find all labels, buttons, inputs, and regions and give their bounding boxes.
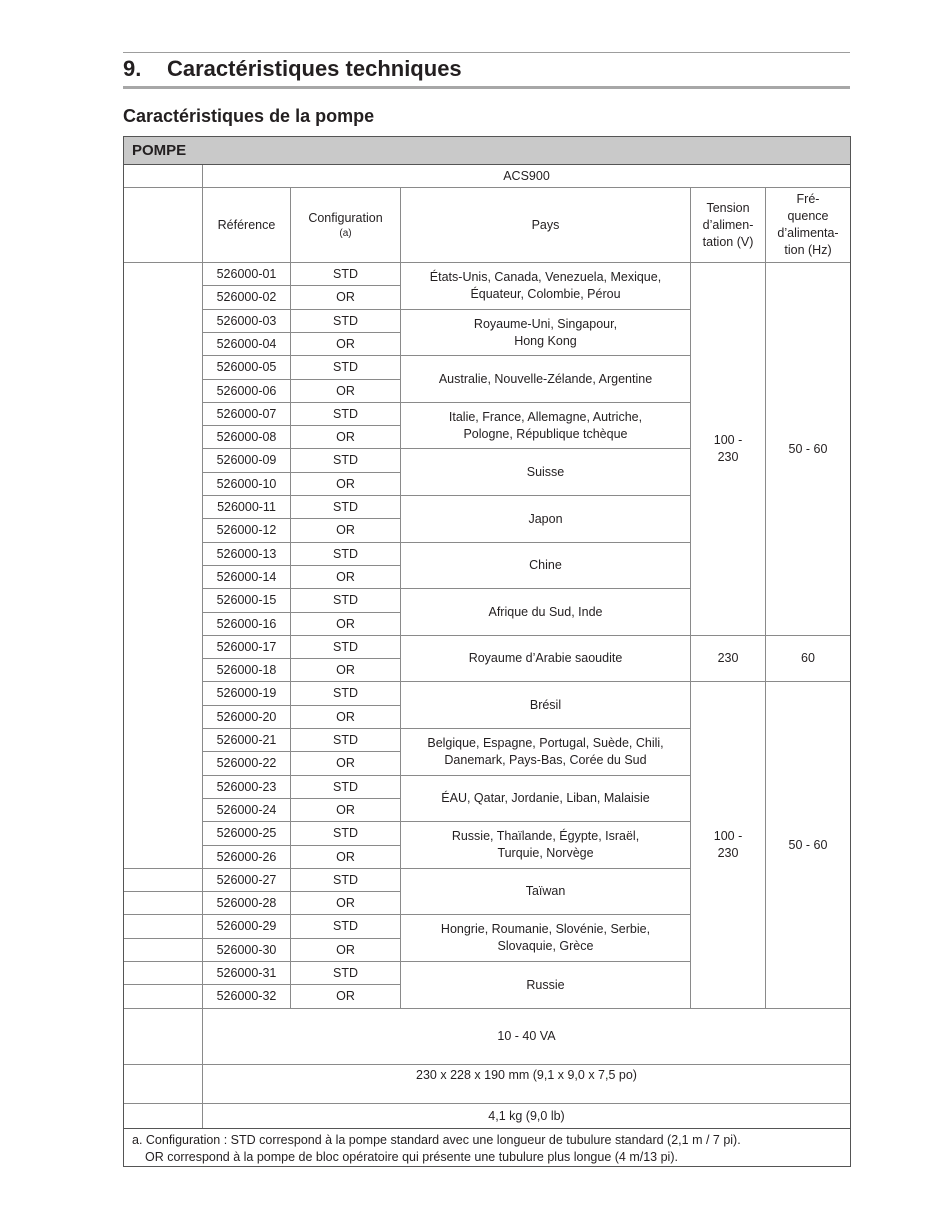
voltage-line: 230 [717, 651, 739, 665]
reference-text: 526000-24 [216, 802, 277, 817]
country-line: Russie, Thaïlande, Égypte, Israël, [451, 829, 640, 843]
configuration-cell [291, 613, 401, 636]
configuration-cell [291, 706, 401, 729]
voltage-line: 230 [717, 450, 739, 464]
configuration-text: OR [336, 383, 355, 398]
country-line: Australie, Nouvelle-Zélande, Argentine [438, 371, 653, 386]
frequency-line: 60 [801, 651, 815, 665]
configuration-cell [291, 426, 401, 449]
frequency-cell [766, 636, 850, 682]
configuration-text: OR [336, 569, 355, 584]
footnote-line-2: OR correspond à la pompe de bloc opératoire qui présente une tubulure plus longue (4 m/13 pi). [145, 1150, 678, 1164]
configuration-cell [291, 496, 401, 519]
frequency-line: 50 - 60 [788, 837, 828, 852]
country-cell [401, 449, 691, 496]
chapter-heading [123, 56, 462, 82]
chapter-title: Caractéristiques techniques [167, 56, 462, 81]
configuration-text: STD [333, 779, 358, 794]
header-configuration [291, 188, 401, 263]
configuration-text: OR [336, 523, 355, 537]
reference-cell [203, 496, 291, 519]
reference-text: 526000-01 [216, 266, 277, 281]
reference-text: 526000-08 [216, 429, 277, 444]
configuration-text: STD [333, 965, 358, 980]
label-cell [124, 915, 203, 939]
reference-text: 526000-29 [216, 919, 277, 933]
reference-cell [203, 403, 291, 426]
country-line: Slovaquie, Grèce [497, 939, 594, 953]
reference-text: 526000-26 [216, 849, 277, 864]
label-cell [124, 939, 203, 962]
reference-cell [203, 682, 291, 706]
top-rule [123, 52, 850, 53]
country-line: Turquie, Norvège [497, 846, 594, 860]
configuration-text: OR [336, 336, 355, 351]
configuration-cell [291, 799, 401, 822]
model-name [203, 165, 850, 188]
country-cell [401, 356, 691, 403]
reference-cell [203, 310, 291, 333]
configuration-cell [291, 543, 401, 566]
country-cell [401, 869, 691, 915]
reference-cell [203, 566, 291, 589]
header-configuration-note: (a) [339, 228, 352, 239]
header-configuration-text: Configuration [308, 211, 383, 225]
voltage-cell [691, 263, 766, 636]
configuration-text: STD [333, 686, 358, 700]
reference-text: 526000-06 [216, 383, 277, 398]
reference-text: 526000-32 [216, 989, 277, 1003]
reference-text: 526000-25 [216, 826, 277, 840]
configuration-cell [291, 473, 401, 496]
country-line: Hongrie, Roumanie, Slovénie, Serbie, [440, 922, 651, 936]
reference-text: 526000-05 [216, 360, 277, 374]
pump-specs-table [123, 136, 851, 1167]
header-frequence-line: tion (Hz) [784, 243, 832, 257]
reference-cell [203, 589, 291, 613]
country-line: Danemark, Pays-Bas, Corée du Sud [444, 753, 647, 767]
configuration-text: OR [336, 662, 355, 677]
weight-text: 4,1 kg (9,0 lb) [488, 1108, 565, 1123]
header-frequence-line: Fré- [796, 192, 820, 206]
label-cell [124, 165, 203, 188]
country-line: Belgique, Espagne, Portugal, Suède, Chili, [427, 736, 664, 750]
label-cell [124, 892, 203, 915]
reference-cell [203, 543, 291, 566]
configuration-cell [291, 333, 401, 356]
country-line: États-Unis, Canada, Venezuela, Mexique, [429, 270, 662, 284]
country-cell [401, 682, 691, 729]
country-line: Afrique du Sud, Inde [488, 604, 603, 619]
configuration-text: OR [336, 476, 355, 491]
reference-cell [203, 752, 291, 776]
reference-text: 526000-04 [216, 336, 277, 351]
configuration-cell [291, 939, 401, 962]
reference-cell [203, 706, 291, 729]
label-cell [124, 1065, 203, 1104]
configuration-cell [291, 752, 401, 776]
country-cell [401, 822, 691, 869]
country-line: Royaume d’Arabie saoudite [468, 651, 623, 665]
configuration-cell [291, 636, 401, 659]
weight-cell [203, 1104, 850, 1128]
reference-text: 526000-17 [216, 639, 277, 654]
country-cell [401, 915, 691, 962]
reference-cell [203, 939, 291, 962]
configuration-cell [291, 310, 401, 333]
footnote-line-1: a. Configuration : STD correspond à la pompe standard avec une longueur de tubulure standard (2,1 m / 7 pi). [132, 1133, 741, 1147]
table-footnote [124, 1128, 850, 1166]
header-frequence-line: quence [787, 209, 829, 223]
configuration-cell [291, 682, 401, 706]
label-cell [124, 1009, 203, 1065]
country-cell [401, 543, 691, 589]
configuration-text: STD [333, 406, 358, 421]
configuration-text: OR [336, 709, 355, 724]
country-line: Chine [529, 558, 562, 572]
label-cell [124, 188, 203, 263]
configuration-cell [291, 729, 401, 752]
configuration-cell [291, 846, 401, 869]
configuration-text: STD [333, 546, 358, 561]
country-line: ÉAU, Qatar, Jordanie, Liban, Malaisie [441, 791, 650, 805]
section-title: Caractéristiques de la pompe [123, 106, 375, 126]
configuration-cell [291, 263, 401, 286]
reference-cell [203, 962, 291, 985]
reference-cell [203, 915, 291, 939]
country-line: Royaume-Uni, Singapour, [473, 316, 618, 331]
configuration-cell [291, 892, 401, 915]
heading-rule [123, 86, 850, 89]
reference-text: 526000-02 [216, 290, 277, 304]
header-reference-text: Référence [217, 217, 276, 232]
frequency-line: 50 - 60 [788, 441, 828, 456]
reference-cell [203, 263, 291, 286]
header-tension [691, 188, 766, 263]
configuration-text: STD [333, 639, 358, 654]
frequency-cell [766, 682, 850, 1009]
power-text: 10 - 40 VA [497, 1029, 556, 1043]
configuration-text: OR [336, 429, 355, 444]
reference-text: 526000-10 [216, 476, 277, 491]
reference-text: 526000-13 [216, 546, 277, 561]
configuration-text: STD [333, 872, 358, 887]
country-cell [401, 589, 691, 636]
configuration-cell [291, 519, 401, 543]
voltage-cell [691, 682, 766, 1009]
configuration-text: OR [336, 895, 355, 910]
reference-text: 526000-09 [216, 453, 277, 467]
header-frequence [766, 188, 850, 263]
configuration-cell [291, 356, 401, 380]
reference-cell [203, 286, 291, 310]
country-line: Russie [526, 977, 565, 992]
header-tension-line: Tension [706, 200, 750, 215]
reference-cell [203, 356, 291, 380]
reference-text: 526000-19 [216, 686, 277, 700]
voltage-line: 230 [717, 846, 739, 860]
country-line: Brésil [529, 697, 562, 712]
label-cell [124, 869, 203, 892]
reference-text: 526000-16 [216, 616, 277, 631]
configuration-cell [291, 659, 401, 682]
reference-text: 526000-15 [216, 593, 277, 607]
reference-cell [203, 380, 291, 403]
model-text: ACS900 [503, 168, 550, 183]
configuration-text: OR [336, 756, 355, 770]
country-line: Pologne, République tchèque [463, 426, 628, 441]
reference-cell [203, 613, 291, 636]
reference-cell [203, 473, 291, 496]
reference-text: 526000-21 [216, 732, 277, 747]
reference-cell [203, 426, 291, 449]
configuration-cell [291, 869, 401, 892]
country-line: Hong Kong [514, 333, 577, 348]
voltage-line: 100 - [713, 829, 743, 843]
configuration-cell [291, 449, 401, 473]
country-cell [401, 496, 691, 543]
reference-text: 526000-30 [216, 942, 277, 957]
configuration-cell [291, 589, 401, 613]
dimensions-text: 230 x 228 x 190 mm (9,1 x 9,0 x 7,5 po) [416, 1068, 637, 1082]
country-line: Japon [528, 511, 563, 526]
header-pays [401, 188, 691, 263]
configuration-text: OR [336, 290, 355, 304]
reference-cell [203, 869, 291, 892]
label-cell [124, 962, 203, 985]
header-reference [203, 188, 291, 263]
reference-text: 526000-27 [216, 872, 277, 887]
reference-cell [203, 333, 291, 356]
configuration-cell [291, 915, 401, 939]
label-cell [124, 263, 203, 869]
frequency-cell [766, 263, 850, 636]
label-cell [124, 1104, 203, 1128]
configuration-cell [291, 776, 401, 799]
configuration-cell [291, 403, 401, 426]
voltage-cell [691, 636, 766, 682]
configuration-text: STD [333, 313, 358, 328]
reference-cell [203, 729, 291, 752]
configuration-text: STD [333, 499, 358, 514]
configuration-cell [291, 566, 401, 589]
country-cell [401, 776, 691, 822]
reference-cell [203, 892, 291, 915]
configuration-text: OR [336, 849, 355, 864]
configuration-text: OR [336, 802, 355, 817]
power-cell [203, 1009, 850, 1065]
reference-cell [203, 846, 291, 869]
configuration-text: OR [336, 942, 355, 957]
header-pays-text: Pays [531, 217, 560, 232]
configuration-text: OR [336, 989, 355, 1003]
country-cell [401, 962, 691, 1009]
configuration-text: STD [333, 826, 358, 840]
country-line: Suisse [526, 464, 565, 479]
country-cell [401, 636, 691, 682]
voltage-line: 100 - [713, 433, 743, 447]
reference-text: 526000-28 [216, 895, 277, 910]
country-cell [401, 263, 691, 310]
reference-cell [203, 449, 291, 473]
reference-text: 526000-22 [216, 756, 277, 770]
country-cell [401, 310, 691, 356]
reference-cell [203, 659, 291, 682]
reference-text: 526000-11 [217, 499, 276, 514]
reference-text: 526000-18 [216, 662, 277, 677]
reference-cell [203, 636, 291, 659]
country-cell [401, 729, 691, 776]
reference-text: 526000-31 [216, 965, 277, 980]
configuration-cell [291, 286, 401, 310]
header-tension-line: d’alimen- [702, 217, 754, 232]
reference-text: 526000-14 [216, 569, 277, 584]
configuration-text: STD [333, 593, 358, 607]
reference-cell [203, 822, 291, 846]
configuration-cell [291, 962, 401, 985]
chapter-number: 9. [123, 56, 142, 81]
country-line: Taïwan [525, 884, 566, 898]
label-cell [124, 985, 203, 1009]
configuration-text: STD [333, 453, 358, 467]
configuration-text: STD [333, 919, 358, 933]
reference-cell [203, 519, 291, 543]
configuration-cell [291, 380, 401, 403]
header-tension-line: tation (V) [702, 234, 754, 249]
dimensions-cell [203, 1065, 850, 1104]
configuration-text: STD [333, 360, 358, 374]
reference-text: 526000-20 [216, 709, 277, 724]
reference-text: 526000-23 [216, 779, 277, 794]
table-title: POMPE [124, 137, 850, 165]
header-frequence-line: d’alimenta- [777, 226, 839, 240]
configuration-text: STD [333, 732, 358, 747]
country-line: Italie, France, Allemagne, Autriche, [448, 409, 643, 424]
configuration-text: STD [333, 266, 358, 281]
reference-cell [203, 985, 291, 1009]
configuration-text: OR [336, 616, 355, 631]
reference-text: 526000-12 [216, 523, 277, 537]
reference-text: 526000-07 [216, 406, 277, 421]
reference-text: 526000-03 [216, 313, 277, 328]
reference-cell [203, 776, 291, 799]
reference-cell [203, 799, 291, 822]
country-cell [401, 403, 691, 449]
country-line: Équateur, Colombie, Pérou [470, 287, 621, 301]
configuration-cell [291, 822, 401, 846]
configuration-cell [291, 985, 401, 1009]
